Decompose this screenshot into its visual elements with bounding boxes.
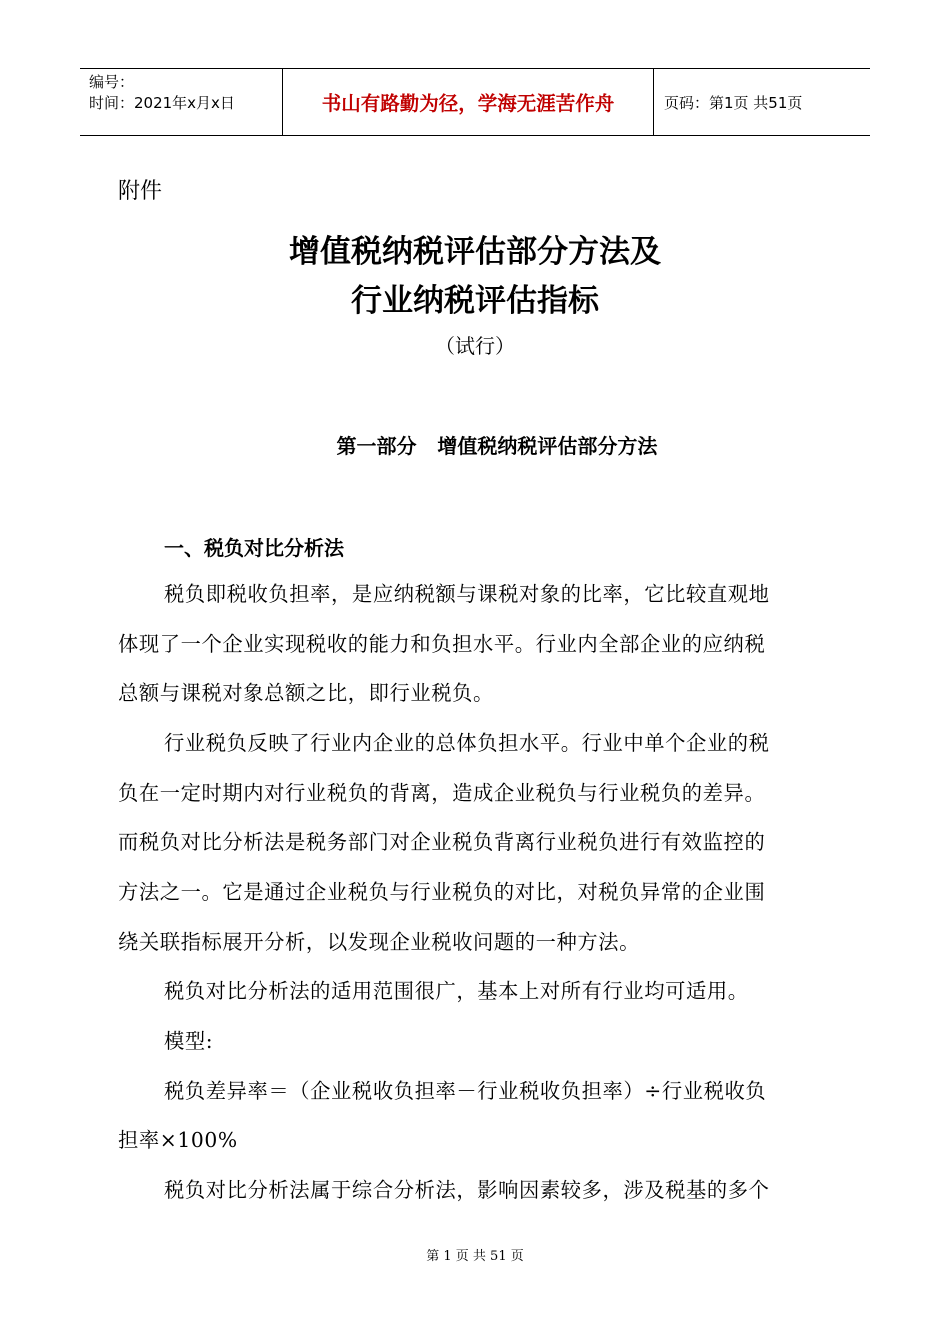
number-label: 编号： (89, 73, 135, 91)
page-header (80, 68, 870, 136)
header-meta (80, 69, 282, 135)
section-heading: 一、税负对比分析法 (164, 536, 344, 560)
body-line: 税负对比分析法属于综合分析法，影响因素较多，涉及税基的多个 (164, 1178, 770, 1202)
doc-title-line1: 增值税纳税评估部分方法及 (289, 234, 661, 270)
body-line: 而税负对比分析法是税务部门对企业税负背离行业税负进行有效监控的 (118, 830, 766, 854)
formula-line: 担率×100% (118, 1128, 238, 1152)
formula-line: 税负差异率＝（企业税收负担率－行业税收负担率）÷行业税收负 (164, 1079, 767, 1103)
attachment-label: 附件 (118, 179, 163, 204)
body-line: 总额与课税对象总额之比，即行业税负。 (118, 681, 494, 705)
body-line: 税负对比分析法的适用范围很广，基本上对所有行业均可适用。 (164, 979, 749, 1003)
header-page-info: 页码：第1页 共51页 (664, 93, 803, 112)
body-line: 税负即税收负担率，是应纳税额与课税对象的比率，它比较直观地 (164, 582, 770, 606)
body-line: 绕关联指标展开分析，以发现企业税收问题的一种方法。 (118, 930, 641, 954)
body-line: 行业税负反映了行业内企业的总体负担水平。行业中单个企业的税 (164, 731, 770, 755)
page-footer: 第 1 页 共 51 页 (426, 1249, 524, 1264)
body-line: 模型: (164, 1029, 214, 1053)
part-heading: 第一部分 增值税纳税评估部分方法 (336, 434, 658, 458)
body-line: 体现了一个企业实现税收的能力和负担水平。行业内全部企业的应纳税 (118, 632, 766, 656)
time-label: 时间：2021年x月x日 (89, 94, 235, 112)
body-line: 方法之一。它是通过企业税负与行业税负的对比，对税负异常的企业围 (118, 880, 766, 904)
doc-title-line2: 行业纳税评估指标 (351, 283, 599, 319)
header-motto: 书山有路勤为径，学海无涯苦作舟 (282, 69, 654, 135)
body-line: 负在一定时期内对行业税负的背离，造成企业税负与行业税负的差异。 (118, 781, 766, 805)
doc-subtitle: （试行） (435, 334, 515, 358)
